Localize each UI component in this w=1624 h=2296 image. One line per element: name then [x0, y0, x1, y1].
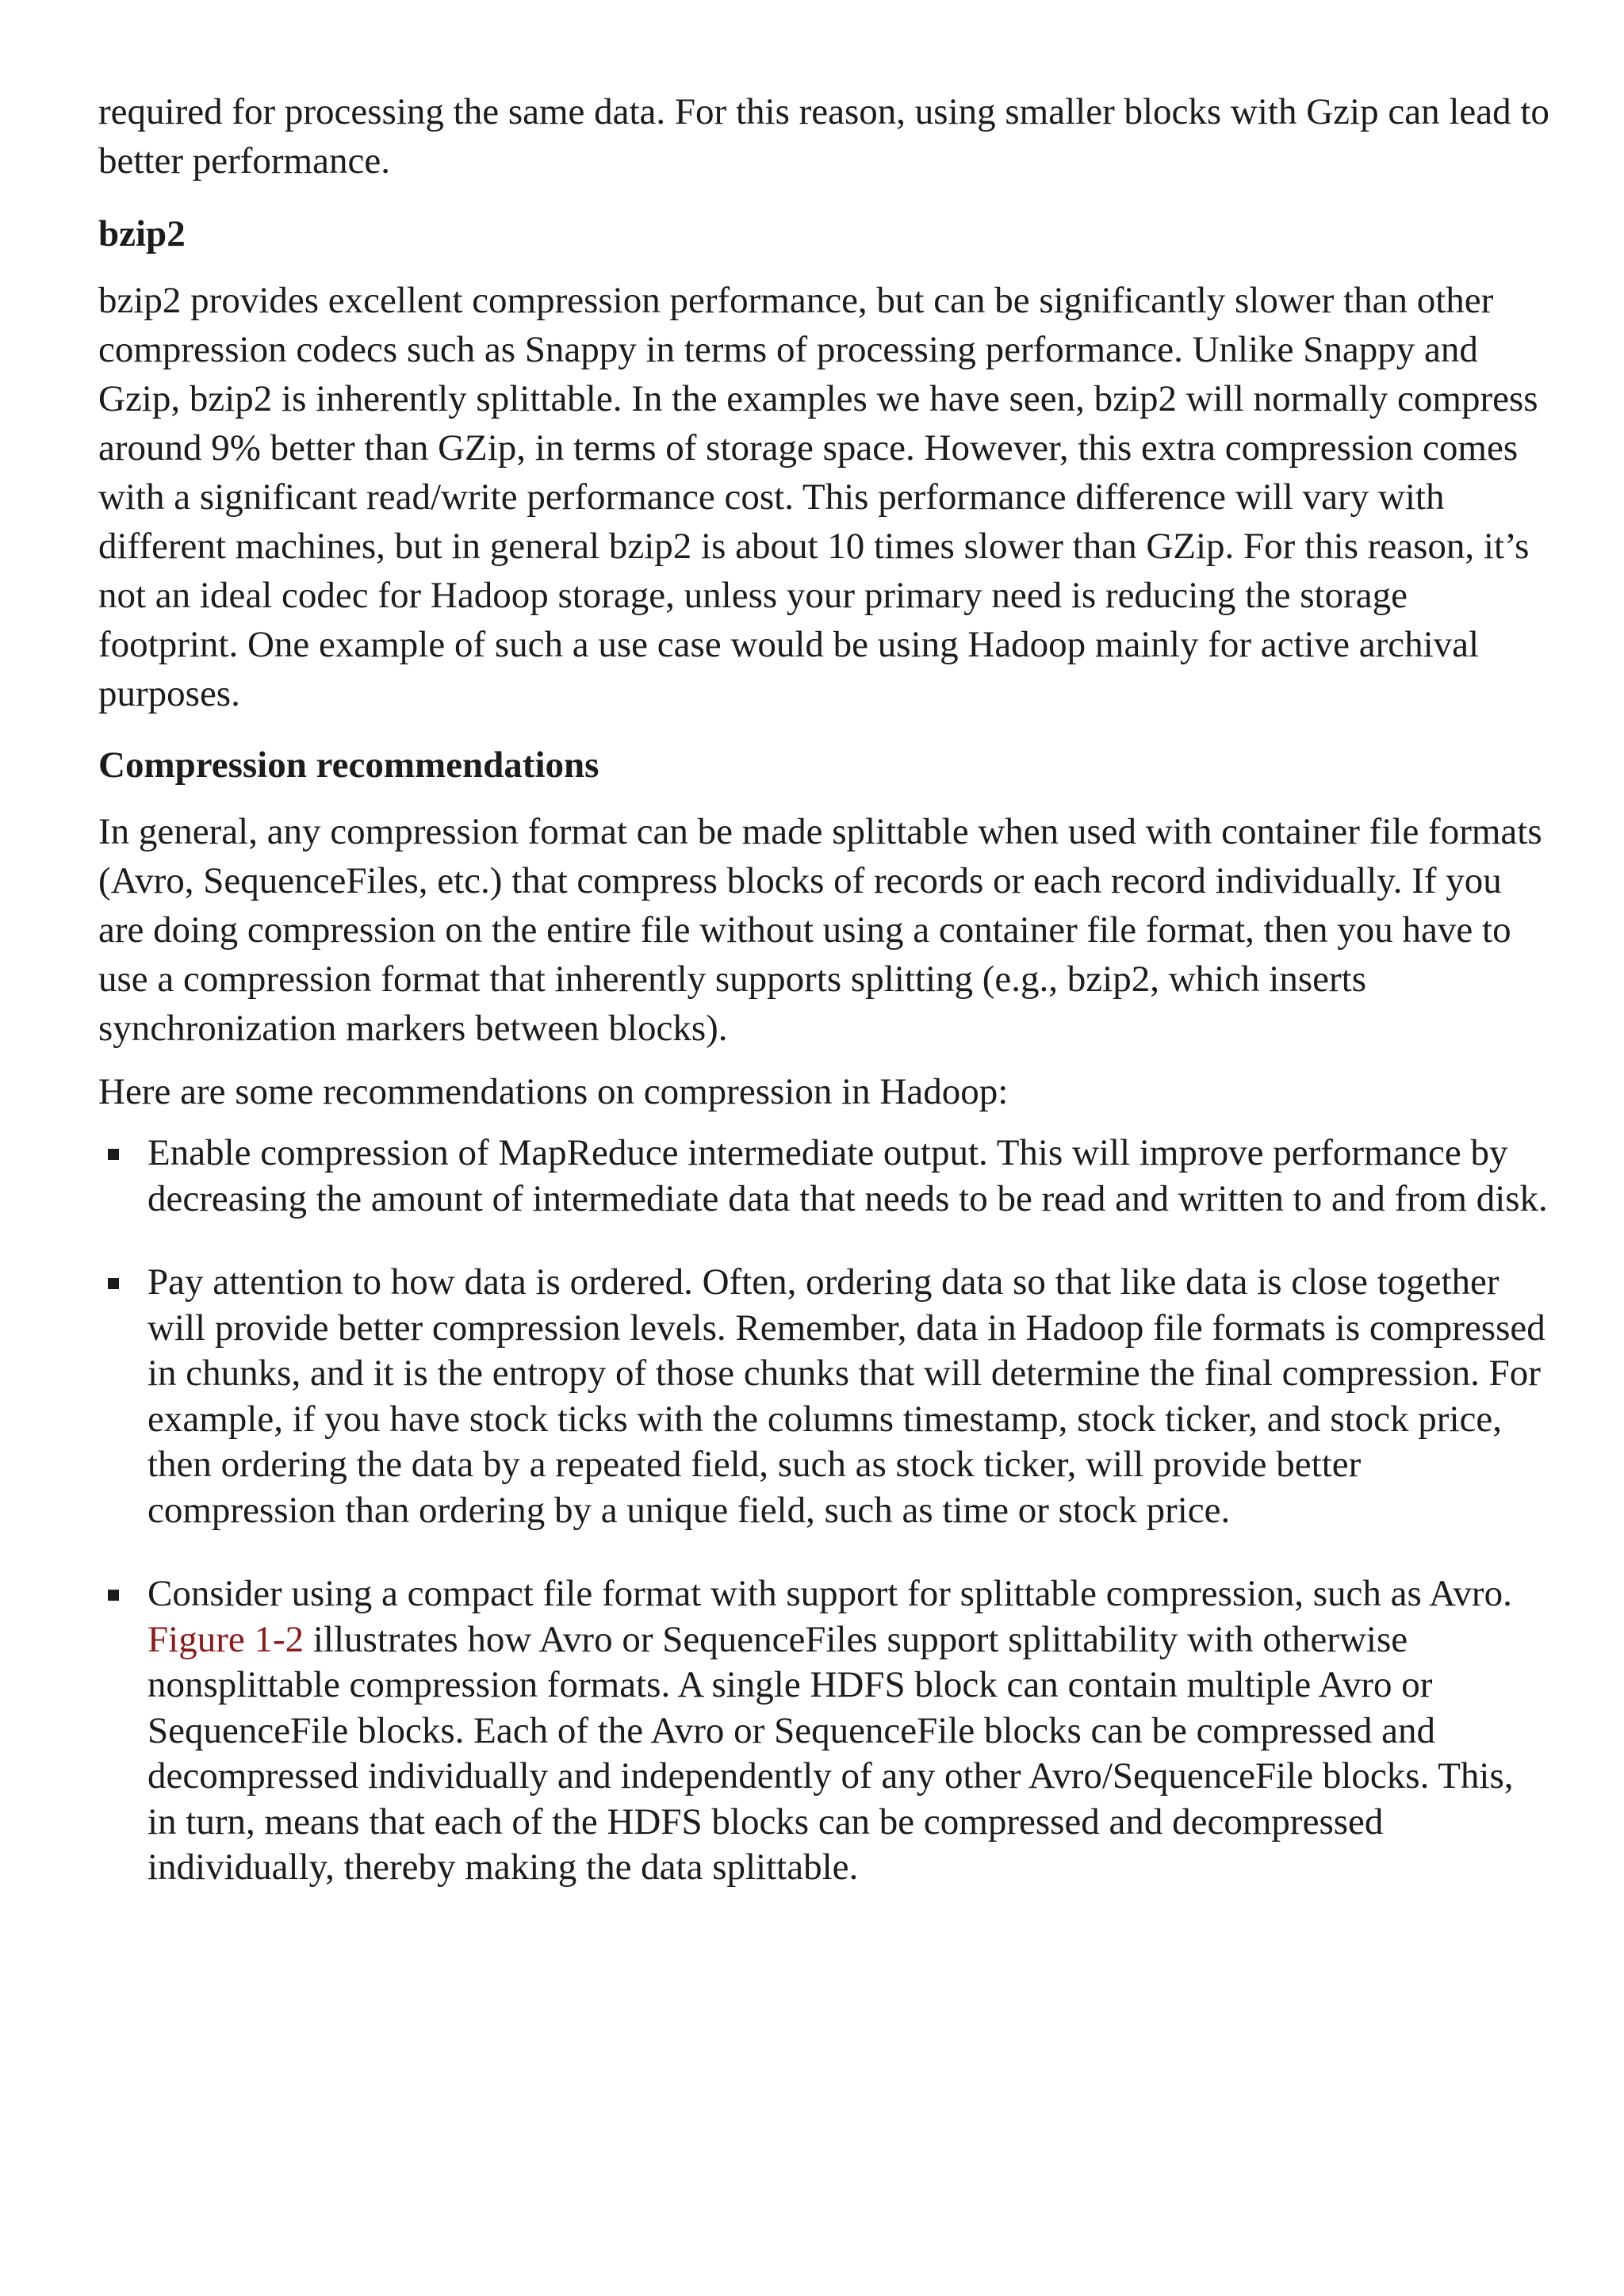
compression-recommendations-heading: Compression recommendations [98, 744, 599, 786]
square-bullet-icon [108, 1149, 119, 1160]
list-item-text: Pay attention to how data is ordered. Often, ordering data so that like data is close together will provide better compression levels. Remember, data in Hadoop file formats is compressed in chunks, and it is the entropy of those chunks that will determine the final compression. For example, if you have stock ticks with the columns timestamp, stock ticker, and stock price, then ordering the data by a repeated field, such as stock ticker, will provide better compression than ordering by a unique field, such as time or stock price. [147, 1261, 1545, 1531]
list-item-text: Enable compression of MapReduce intermediate output. This will improve performance by decreasing the amount of intermediate data that needs to be read and written to and from disk. [147, 1132, 1548, 1219]
recommendations-lead: Here are some recommendations on compression in Hadoop: [98, 1071, 1009, 1112]
list-item [98, 1571, 1549, 1891]
bzip2-heading: bzip2 [98, 213, 186, 254]
list-item [98, 1131, 1549, 1222]
list-item-text-before-link: Consider using a compact file format with support for splittable compression, such as Avro. [147, 1573, 1512, 1614]
bzip2-paragraph: bzip2 provides excellent compression performance, but can be significantly slower than other compression codecs such as Snappy in terms of processing performance. Unlike Snappy and Gzip, bzip2 is inherently splittable. In the examples we have seen, bzip2 will normally compress around 9% better than GZip, in terms of storage space. However, this extra compression comes with a significant read/write performance cost. This performance difference will vary with different machines, but in general bzip2 is about 10 times slower than GZip. For this reason, it’s not an ideal codec for Hadoop storage, unless your primary need is reducing the storage footprint. One example of such a use case would be using Hadoop mainly for active archival purposes. [98, 280, 1538, 714]
intro-paragraph: required for processing the same data. For this reason, using smaller blocks with Gzip can lead to better performance. [98, 91, 1549, 182]
square-bullet-icon [108, 1278, 119, 1289]
square-bullet-icon [108, 1590, 119, 1601]
figure-1-2-link[interactable]: Figure 1-2 [147, 1618, 304, 1660]
list-item [98, 1260, 1549, 1533]
recommendations-paragraph: In general, any compression format can be made splittable when used with container file formats (Avro, SequenceFiles, etc.) that compress blocks of records or each record individually. If you are doing compression on the entire file without using a container file format, then you have to use a compression format that inherently supports splitting (e.g., bzip2, which inserts synchronization markers between blocks). [98, 811, 1542, 1049]
recommendations-list [98, 1131, 1549, 1891]
document-page [98, 87, 1549, 1929]
list-item-text-after-link: illustrates how Avro or SequenceFiles support splittability with otherwise nonsplittable compression formats. A single HDFS block can contain multiple Avro or SequenceFile blocks. Each of the Avro or SequenceFile blocks can be compressed and decompressed individually and independently of any other Avro/SequenceFile blocks. This, in turn, means that each of the HDFS blocks can be compressed and decompressed individually, thereby making the data splittable. [147, 1618, 1514, 1888]
